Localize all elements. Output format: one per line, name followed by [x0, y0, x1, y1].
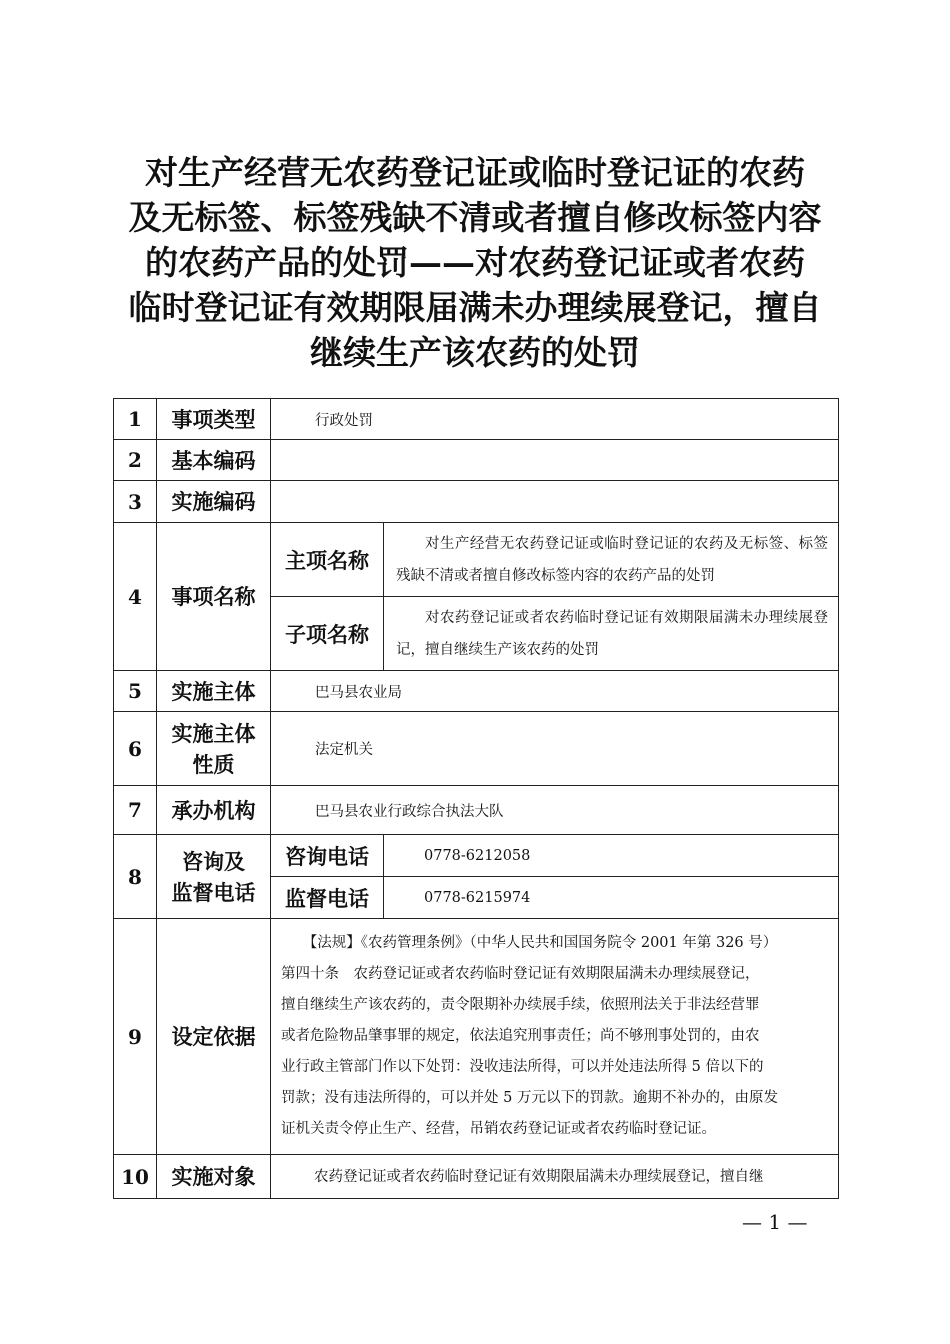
row-label: 事项名称	[157, 523, 271, 671]
legal-basis-line: 第四十条 农药登记证或者农药临时登记证有效期限届满未办理续展登记，	[281, 966, 760, 982]
row-value: 巴马县农业局	[271, 671, 839, 712]
row-label-line: 监督电话	[171, 879, 256, 905]
table-row	[114, 481, 839, 523]
row-number: 9	[114, 919, 157, 1155]
info-table	[113, 398, 839, 1199]
page-number: — 1 —	[742, 1210, 808, 1234]
main-item-label: 主项名称	[271, 523, 384, 597]
row-number: 3	[114, 481, 157, 523]
consult-phone-label: 咨询电话	[271, 835, 384, 877]
title-line: 对生产经营无农药登记证或临时登记证的农药	[145, 153, 805, 192]
document-title	[100, 150, 850, 375]
row-label: 实施对象	[157, 1155, 271, 1199]
table-row	[114, 835, 839, 877]
row-label: 事项类型	[157, 399, 271, 440]
title-line: 继续生产该农药的处罚	[310, 333, 640, 372]
row-label: 实施主体	[157, 671, 271, 712]
row-label	[157, 712, 271, 786]
table-row	[114, 523, 839, 597]
legal-basis-text	[271, 919, 839, 1155]
table-row	[114, 919, 839, 1155]
legal-basis-line: 罚款；没有违法所得的，可以并处 5 万元以下的罚款。逾期不补办的，由原发	[281, 1090, 778, 1106]
row-value: 行政处罚	[271, 399, 839, 440]
sub-item-label: 子项名称	[271, 597, 384, 671]
row-label: 基本编码	[157, 440, 271, 481]
consult-phone-value: 0778-6212058	[384, 835, 839, 877]
legal-basis-line: 【法规】《农药管理条例》（中华人民共和国国务院令 2001 年第 326 号）	[281, 935, 778, 951]
row-label: 设定依据	[157, 919, 271, 1155]
row-number: 2	[114, 440, 157, 481]
legal-basis-line: 或者危险物品肇事罪的规定，依法追究刑事责任；尚不够刑事处罚的，由农	[281, 1028, 760, 1044]
row-value: 法定机关	[271, 712, 839, 786]
row-number: 6	[114, 712, 157, 786]
table-row	[114, 440, 839, 481]
row-number: 10	[114, 1155, 157, 1199]
supervise-phone-label: 监督电话	[271, 877, 384, 919]
table-row	[114, 1155, 839, 1199]
row-label-line: 性质	[192, 751, 235, 777]
row-value: 农药登记证或者农药临时登记证有效期限届满未办理续展登记，擅自继	[271, 1155, 839, 1199]
row-label-line: 咨询及	[182, 848, 245, 874]
table-row	[114, 671, 839, 712]
main-item-value: 对生产经营无农药登记证或临时登记证的农药及无标签、标签残缺不清或者擅自修改标签内容的农药产品的处罚	[384, 523, 839, 597]
row-value	[271, 481, 839, 523]
legal-basis-line: 业行政主管部门作以下处罚：没收违法所得，可以并处违法所得 5 倍以下的	[281, 1059, 764, 1075]
row-number: 4	[114, 523, 157, 671]
row-label	[157, 835, 271, 919]
title-line: 临时登记证有效期限届满未办理续展登记，擅自	[128, 288, 822, 327]
row-value: 巴马县农业行政综合执法大队	[271, 786, 839, 835]
row-number: 1	[114, 399, 157, 440]
row-number: 5	[114, 671, 157, 712]
title-line: 的农药产品的处罚——对农药登记证或者农药	[145, 243, 805, 282]
title-line: 及无标签、标签残缺不清或者擅自修改标签内容	[128, 198, 822, 237]
row-value	[271, 440, 839, 481]
row-number: 7	[114, 786, 157, 835]
legal-basis-line: 擅自继续生产该农药的，责令限期补办续展手续，依照刑法关于非法经营罪	[281, 997, 760, 1013]
row-label: 实施编码	[157, 481, 271, 523]
supervise-phone-value: 0778-6215974	[384, 877, 839, 919]
legal-basis-line: 证机关责令停止生产、经营，吊销农药登记证或者农药临时登记证。	[281, 1121, 716, 1137]
sub-item-value: 对农药登记证或者农药临时登记证有效期限届满未办理续展登记，擅自继续生产该农药的处罚	[384, 597, 839, 671]
row-label-line: 实施主体	[171, 720, 256, 746]
table-row	[114, 712, 839, 786]
row-label: 承办机构	[157, 786, 271, 835]
row-number: 8	[114, 835, 157, 919]
table-row	[114, 399, 839, 440]
table-row	[114, 786, 839, 835]
